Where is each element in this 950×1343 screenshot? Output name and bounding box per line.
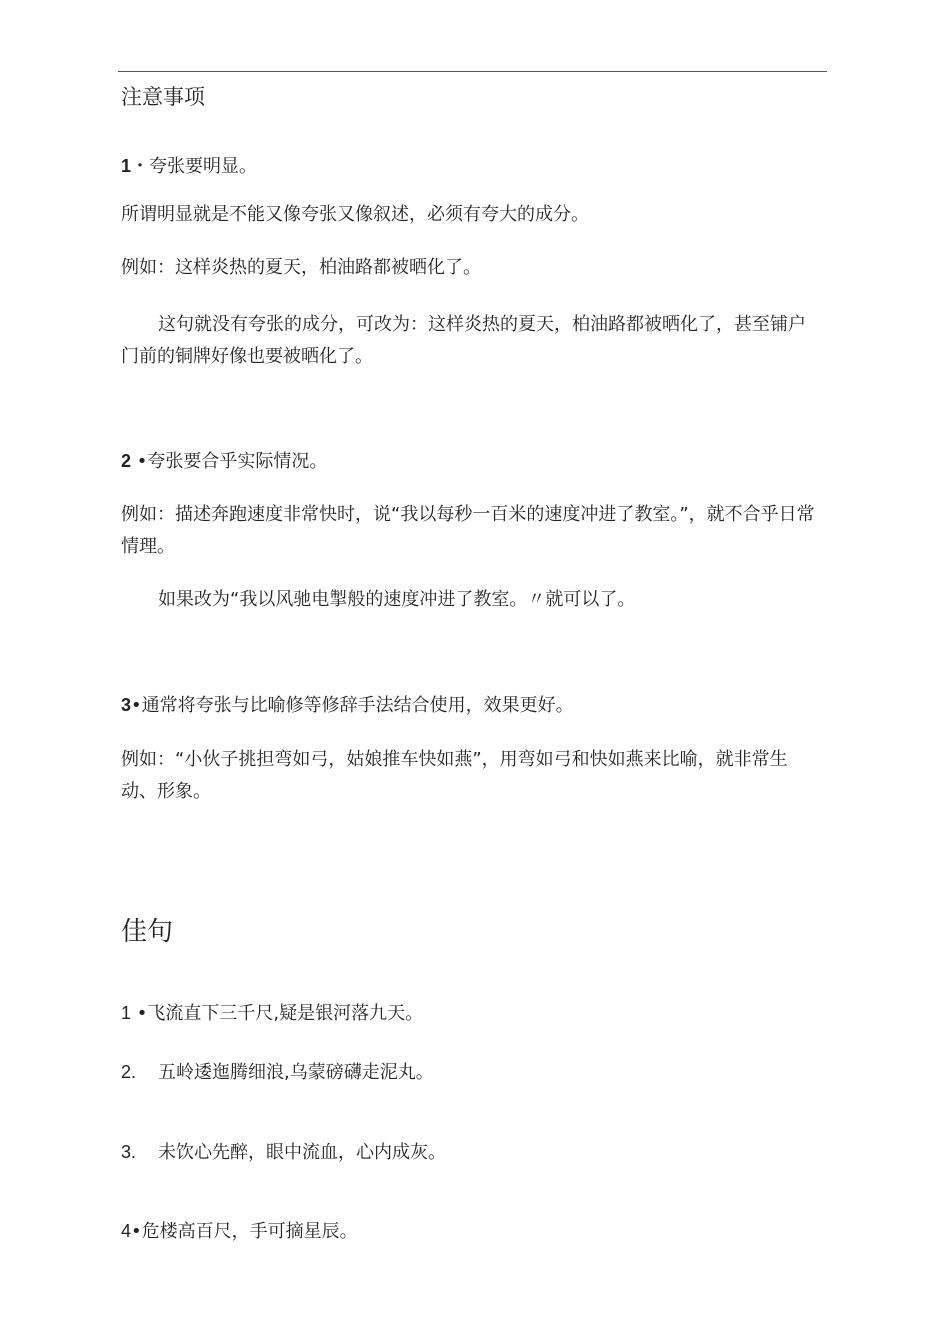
note-1-separator: ・ <box>131 156 150 177</box>
sentence-4-number: 4 <box>121 1221 132 1241</box>
note-3-heading-text: 通常将夸张与比喻修等修辞手法结合使用，效果更好。 <box>141 695 574 716</box>
sentence-4-text: 危楼高百尺，手可摘星辰。 <box>141 1221 358 1242</box>
note-1-heading-text: 夸张要明显。 <box>149 156 258 177</box>
note-3-separator: • <box>131 695 142 716</box>
sentence-1-text: 飞流直下三千尺,疑是银河落九天。 <box>147 1003 424 1024</box>
sentences-title: 佳句 <box>121 917 174 947</box>
sentence-1-number: 1 <box>121 1003 132 1023</box>
sentence-4 <box>121 1216 358 1247</box>
sentence-2 <box>121 1057 434 1088</box>
sentence-1 <box>121 998 423 1029</box>
top-rule <box>118 71 827 72</box>
sentence-2-number: 2. <box>121 1062 137 1082</box>
note-1-number: 1 <box>121 156 132 176</box>
note-1-paragraph-1: 所谓明显就是不能又像夸张又像叙述，必须有夸大的成分。 <box>121 204 589 225</box>
sentence-2-text: 五岭逶迤腾细浪,乌蒙磅礴走泥丸。 <box>158 1062 434 1083</box>
note-2-separator: • <box>136 451 148 472</box>
note-2-number: 2 <box>121 451 132 471</box>
notes-title: 注意事项 <box>121 85 205 109</box>
note-1-paragraph-2: 例如：这样炎热的夏天，柏油路都被晒化了。 <box>121 257 481 278</box>
note-2-heading <box>121 446 327 477</box>
note-2-heading-text: 夸张要合乎实际情况。 <box>147 451 328 472</box>
note-3-paragraph-1: 例如：“小伙子挑担弯如弓，姑娘推车快如燕”，用弯如弓和快如燕来比喻，就非常生动、形象。 <box>121 749 788 802</box>
sentence-1-separator: • <box>136 1003 148 1024</box>
sentence-3-number: 3. <box>121 1142 137 1162</box>
note-2-paragraph-1: 例如：描述奔跑速度非常快时，说“我以每秒一百米的速度冲进了教室。”，就不合乎日常情理。 <box>121 504 815 557</box>
sentence-3-text: 未饮心先醉，眼中流血，心内成灰。 <box>158 1142 447 1163</box>
note-3-number: 3 <box>121 695 132 715</box>
sentence-3 <box>121 1137 446 1168</box>
sentence-4-separator: • <box>131 1221 142 1242</box>
note-1-paragraph-3: 这句就没有夸张的成分，可改为：这样炎热的夏天，柏油路都被晒化了，甚至铺户门前的铜牌好像也要被晒化了。 <box>121 314 806 367</box>
note-2-paragraph-2: 如果改为“我以风驰电掣般的速度冲进了教室。〃就可以了。 <box>158 589 636 610</box>
note-1-heading <box>121 151 257 182</box>
note-3-heading <box>121 690 574 721</box>
